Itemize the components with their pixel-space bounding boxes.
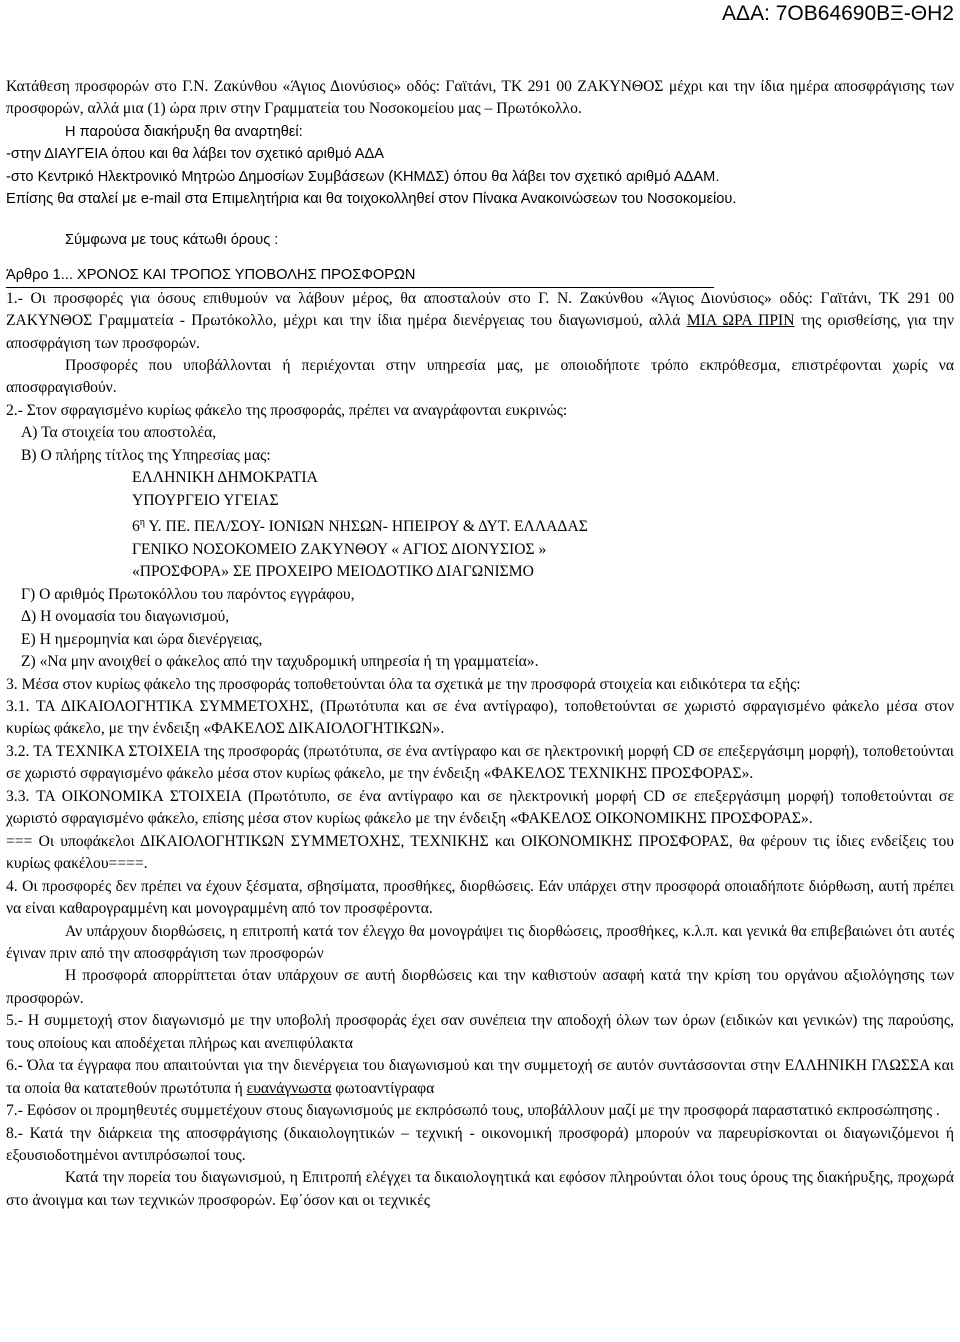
list-item-b: Β) Ο πλήρης τίτλος της Υπηρεσίας μας:	[21, 446, 271, 464]
ada-code: ΑΔΑ: 7ΟΒ64690ΒΞ-ΘΗ2	[722, 2, 954, 25]
address-line-1: ΕΛΛΗΝΙΚΗ ΔΗΜΟΚΡΑΤΙΑ	[132, 469, 318, 487]
article-heading	[6, 264, 954, 287]
publication-diavgeia: -στην ΔΙΑΥΓΕΙΑ όπου και θα λάβει τον σχετικό αριθμό ΑΔΑ	[6, 146, 384, 163]
legible-emphasis: ευανάγνωστα	[246, 1079, 332, 1097]
publication-note: Η παρούσα διακήρυξη θα αναρτηθεί:	[65, 123, 303, 140]
address-line-2: ΥΠΟΥΡΓΕΙΟ ΥΓΕΙΑΣ	[132, 491, 279, 509]
list-item-z: Ζ) «Να μην ανοιχθεί ο φάκελος από την ταχυδρομική υπηρεσία ή τη γραμματεία».	[21, 653, 539, 671]
article-paragraph-5: 5.- Η συμμετοχή στον διαγωνισμό με την υποβολή προσφοράς έχει σαν συνέπεια την αποδοχή όλων των όρων (ειδικών και γενικών) της παρούσης, τους οποίους και αποδέχεται πλήρως και ανεπιφύλακτα	[6, 1012, 954, 1052]
article-paragraph-3-4: === Οι υποφάκελοι ΔΙΚΑΙΟΛΟΓΗΤΙΚΩΝ ΣΥΜΜΕΤΟΧΗΣ, ΤΕΧΝΙΚΗΣ και ΟΙΚΟΝΟΜΙΚΗΣ ΠΡΟΣΦΟΡΑΣ, θα φέρουν τις ίδιες ενδείξεις του κυρίως φακέλου====.	[6, 832, 954, 873]
article-paragraph-3: 3. Μέσα στον κυρίως φάκελο της προσφοράς τοποθετούνται όλα τα σχετικά με την προσφορά στοιχεία και ειδικότερα τα εξής:	[6, 675, 801, 693]
terms-intro: Σύμφωνα με τους κάτωθι όρους :	[65, 231, 279, 248]
address-line-3-sup: η	[139, 517, 146, 529]
para-1-end: της ορισθείσης, για την αποσφράγιση των προσφορών.	[6, 312, 955, 352]
article-paragraph-3-1: 3.1. ΤΑ ΔΙΚΑΙΟΛΟΓΗΤΙΚΑ ΣΥΜΜΕΤΟΧΗΣ, (Πρωτότυπα και σε ένα αντίγραφο), τοποθετούνται σε χωριστό σφραγισμένο φάκελο μέσα στον κυρίως φάκελο, με την ένδειξη «ΦΑΚΕΛΟΣ ΔΙΚΑΙΟΛΟΓΗΤΙΚΩΝ».	[6, 697, 954, 738]
article-heading-text: Άρθρο 1... ΧΡΟΝΟΣ ΚΑΙ ΤΡΟΠΟΣ ΥΠΟΒΟΛΗΣ ΠΡΟΣΦΟΡΩΝ	[6, 264, 714, 287]
para-6-end: φωτοαντίγραφα	[331, 1079, 435, 1097]
intro-paragraph: Κατάθεση προσφορών στο Γ.Ν. Ζακύνθου «Άγιος Διονύσιος» οδός: Γαϊτάνι, ΤΚ 291 00 ΖΑΚΥΝΘΟΣ μέχρι και την ίδια ημέρα αποσφράγισης των προσφορών, αλλά μια (1) ώρα πριν στην Γραμματεία του Νοσοκομείου μας – Πρωτόκολλο.	[6, 78, 954, 118]
list-item-c: Γ) Ο αριθμός Πρωτοκόλλου του παρόντος εγγράφου,	[21, 585, 355, 603]
envelope-paragraph: 2.- Στον σφραγισμένο κυρίως φάκελο της προσφοράς, πρέπει να αναγράφονται ευκρινώς:	[6, 401, 568, 419]
document-body	[6, 76, 954, 1212]
article-paragraph-3-3: 3.3. ΤΑ ΟΙΚΟΝΟΜΙΚΑ ΣΤΟΙΧΕΙΑ (Πρωτότυπο, σε ένα αντίγραφο και σε ηλεκτρονική μορφή CD σε επεξεργάσιμη μορφή) τοποθετούνται σε χωριστό σφραγισμένο φάκελο, επίσης μέσα στον κυρίως φάκελο με την ένδειξη «ΦΑΚΕΛΟΣ ΟΙΚΟΝΟΜΙΚΗΣ ΠΡΟΣΦΟΡΑΣ».	[6, 787, 954, 828]
list-item-a: Α) Τα στοιχεία του αποστολέα,	[21, 424, 217, 442]
address-line-3	[6, 512, 954, 539]
publication-khmds: -στο Κεντρικό Ηλεκτρονικό Μητρώο Δημοσίων Συμβάσεων (ΚΗΜΔΣ) όπου θα λάβει τον σχετικό αριθμό ΑΔΑΜ.	[6, 168, 720, 185]
list-item-d: Δ) Η ονομασία του διαγωνισμού,	[21, 608, 230, 626]
address-line-3-text: Υ. ΠΕ. ΠΕΛ/ΣΟΥ- ΙΟΝΙΩΝ ΝΗΣΩΝ- ΗΠΕΙΡΟΥ & ΔΥΤ. ΕΛΛΑΔΑΣ	[145, 518, 588, 536]
para-6-text: 6.- Όλα τα έγγραφα που απαιτούνται για την διενέργεια του διαγωνισμού και την συμμετοχή σε αυτόν συντάσσονται στην ΕΛΛΗΝΙΚΗ ΓΛΩΣΣΑ και τα οποία θα κατατεθούν πρωτότυπα ή	[6, 1057, 954, 1097]
article-paragraph-1	[6, 288, 954, 355]
para-1-text: 1.- Οι προσφορές για όσους επιθυμούν να λάβουν μέρος, θα αποσταλούν στο Γ. Ν. Ζακύνθου «Άγιος Διονύσιος» οδός: Γαϊτάνι, ΤΚ 291 00 ΖΑΚΥΝΘΟΣ Γραμματεία - Πρωτόκολλο, μέχρι και την ίδια ημέρα διενέργειας του διαγωνισμού, αλλά	[6, 289, 954, 330]
article-paragraph-3-2: 3.2. ΤΑ ΤΕΧΝΙΚΑ ΣΤΟΙΧΕΙΑ της προσφοράς (πρωτότυπα, σε ένα αντίγραφο και σε ηλεκτρονική μορφή CD σε επεξεργάσιμη μορφή), τοποθετούνται σε χωριστό σφραγισμένο φάκελο μέσα στον κυρίως φάκελο, με την ένδειξη «ΦΑΚΕΛΟΣ ΤΕΧΝΙΚΗΣ ΠΡΟΣΦΟΡΑΣ».	[6, 742, 954, 783]
deadline-emphasis: ΜΙΑ ΩΡΑ ΠΡΙΝ	[686, 312, 795, 330]
article-paragraph-9: Κατά την πορεία του διαγωνισμού, η Επιτροπή ελέγχει τα δικαιολογητικά και εφόσον πληρούνται όλοι τους όρους της διακήρυξης, προχωρά στο άνοιγμα και των τεχνικών προσφορών. Εφ΄όσον και οι τεχνικές	[6, 1169, 954, 1209]
article-paragraph-4-corrections: Αν υπάρχουν διορθώσεις, η επιτροπή κατά τον έλεγχο θα μονογράψει τις διορθώσεις, προσθήκες, κ.λ.π. και γενικά θα επιβεβαιώνει ότι αυτές έγιναν πριν από την αποσφράγιση των προσφορών	[6, 922, 954, 962]
article-paragraph-7: 7.- Εφόσον οι προμηθευτές συμμετέχουν στους διαγωνισμούς με εκπρόσωπό τους, υποβάλλουν μαζί με την προσφορά παραστατικό εκπροσώπησης .	[6, 1102, 940, 1120]
late-offers-paragraph: Προσφορές που υποβάλλονται ή περιέχονται στην υπηρεσία μας, με οποιοδήποτε τρόπο εκπρόθεσμα, επιστρέφονται χωρίς να αποσφραγισθούν.	[6, 356, 954, 397]
article-paragraph-8: 8.- Κατά την διάρκεια της αποσφράγισης (δικαιολογητικών – τεχνική - οικονομική προσφορά) μπορούν να παρευρίσκονται οι διαγωνιζόμενοι ή εξουσιοδοτημένοι αντιπρόσωποί τους.	[6, 1124, 954, 1165]
list-item-e: Ε) Η ημερομηνία και ώρα διενέργειας,	[21, 630, 263, 648]
publication-email: Επίσης θα σταλεί με e-mail στα Επιμελητήρια και θα τοιχοκολληθεί στον Πίνακα Ανακοινώσεων του Νοσοκομείου.	[6, 191, 737, 208]
address-line-3-number: 6	[132, 518, 140, 536]
address-line-4: ΓΕΝΙΚΟ ΝΟΣΟΚΟΜΕΙΟ ΖΑΚΥΝΘΟΥ « ΑΓΙΟΣ ΔΙΟΝΥΣΙΟΣ »	[132, 540, 547, 558]
article-paragraph-4-rejection: Η προσφορά απορρίπτεται όταν υπάρχουν σε αυτή διορθώσεις και την καθιστούν ασαφή κατά την κρίση του οργάνου αξιολόγησης των προσφορών.	[6, 967, 954, 1007]
article-paragraph-6	[6, 1055, 954, 1100]
article-paragraph-4: 4. Οι προσφορές δεν πρέπει να έχουν ξέσματα, σβησίματα, προσθήκες, διορθώσεις. Εάν υπάρχει στην προσφορά οποιαδήποτε διόρθωση, αυτή πρέπει να είναι καθαρογραμμένη και μονογραμμένη από τον προσφέροντα.	[6, 877, 954, 918]
address-line-5: «ΠΡΟΣΦΟΡΑ» ΣΕ ΠΡΟΧΕΙΡΟ ΜΕΙΟΔΟΤΙΚΟ ΔΙΑΓΩΝΙΣΜΟ	[132, 563, 534, 581]
